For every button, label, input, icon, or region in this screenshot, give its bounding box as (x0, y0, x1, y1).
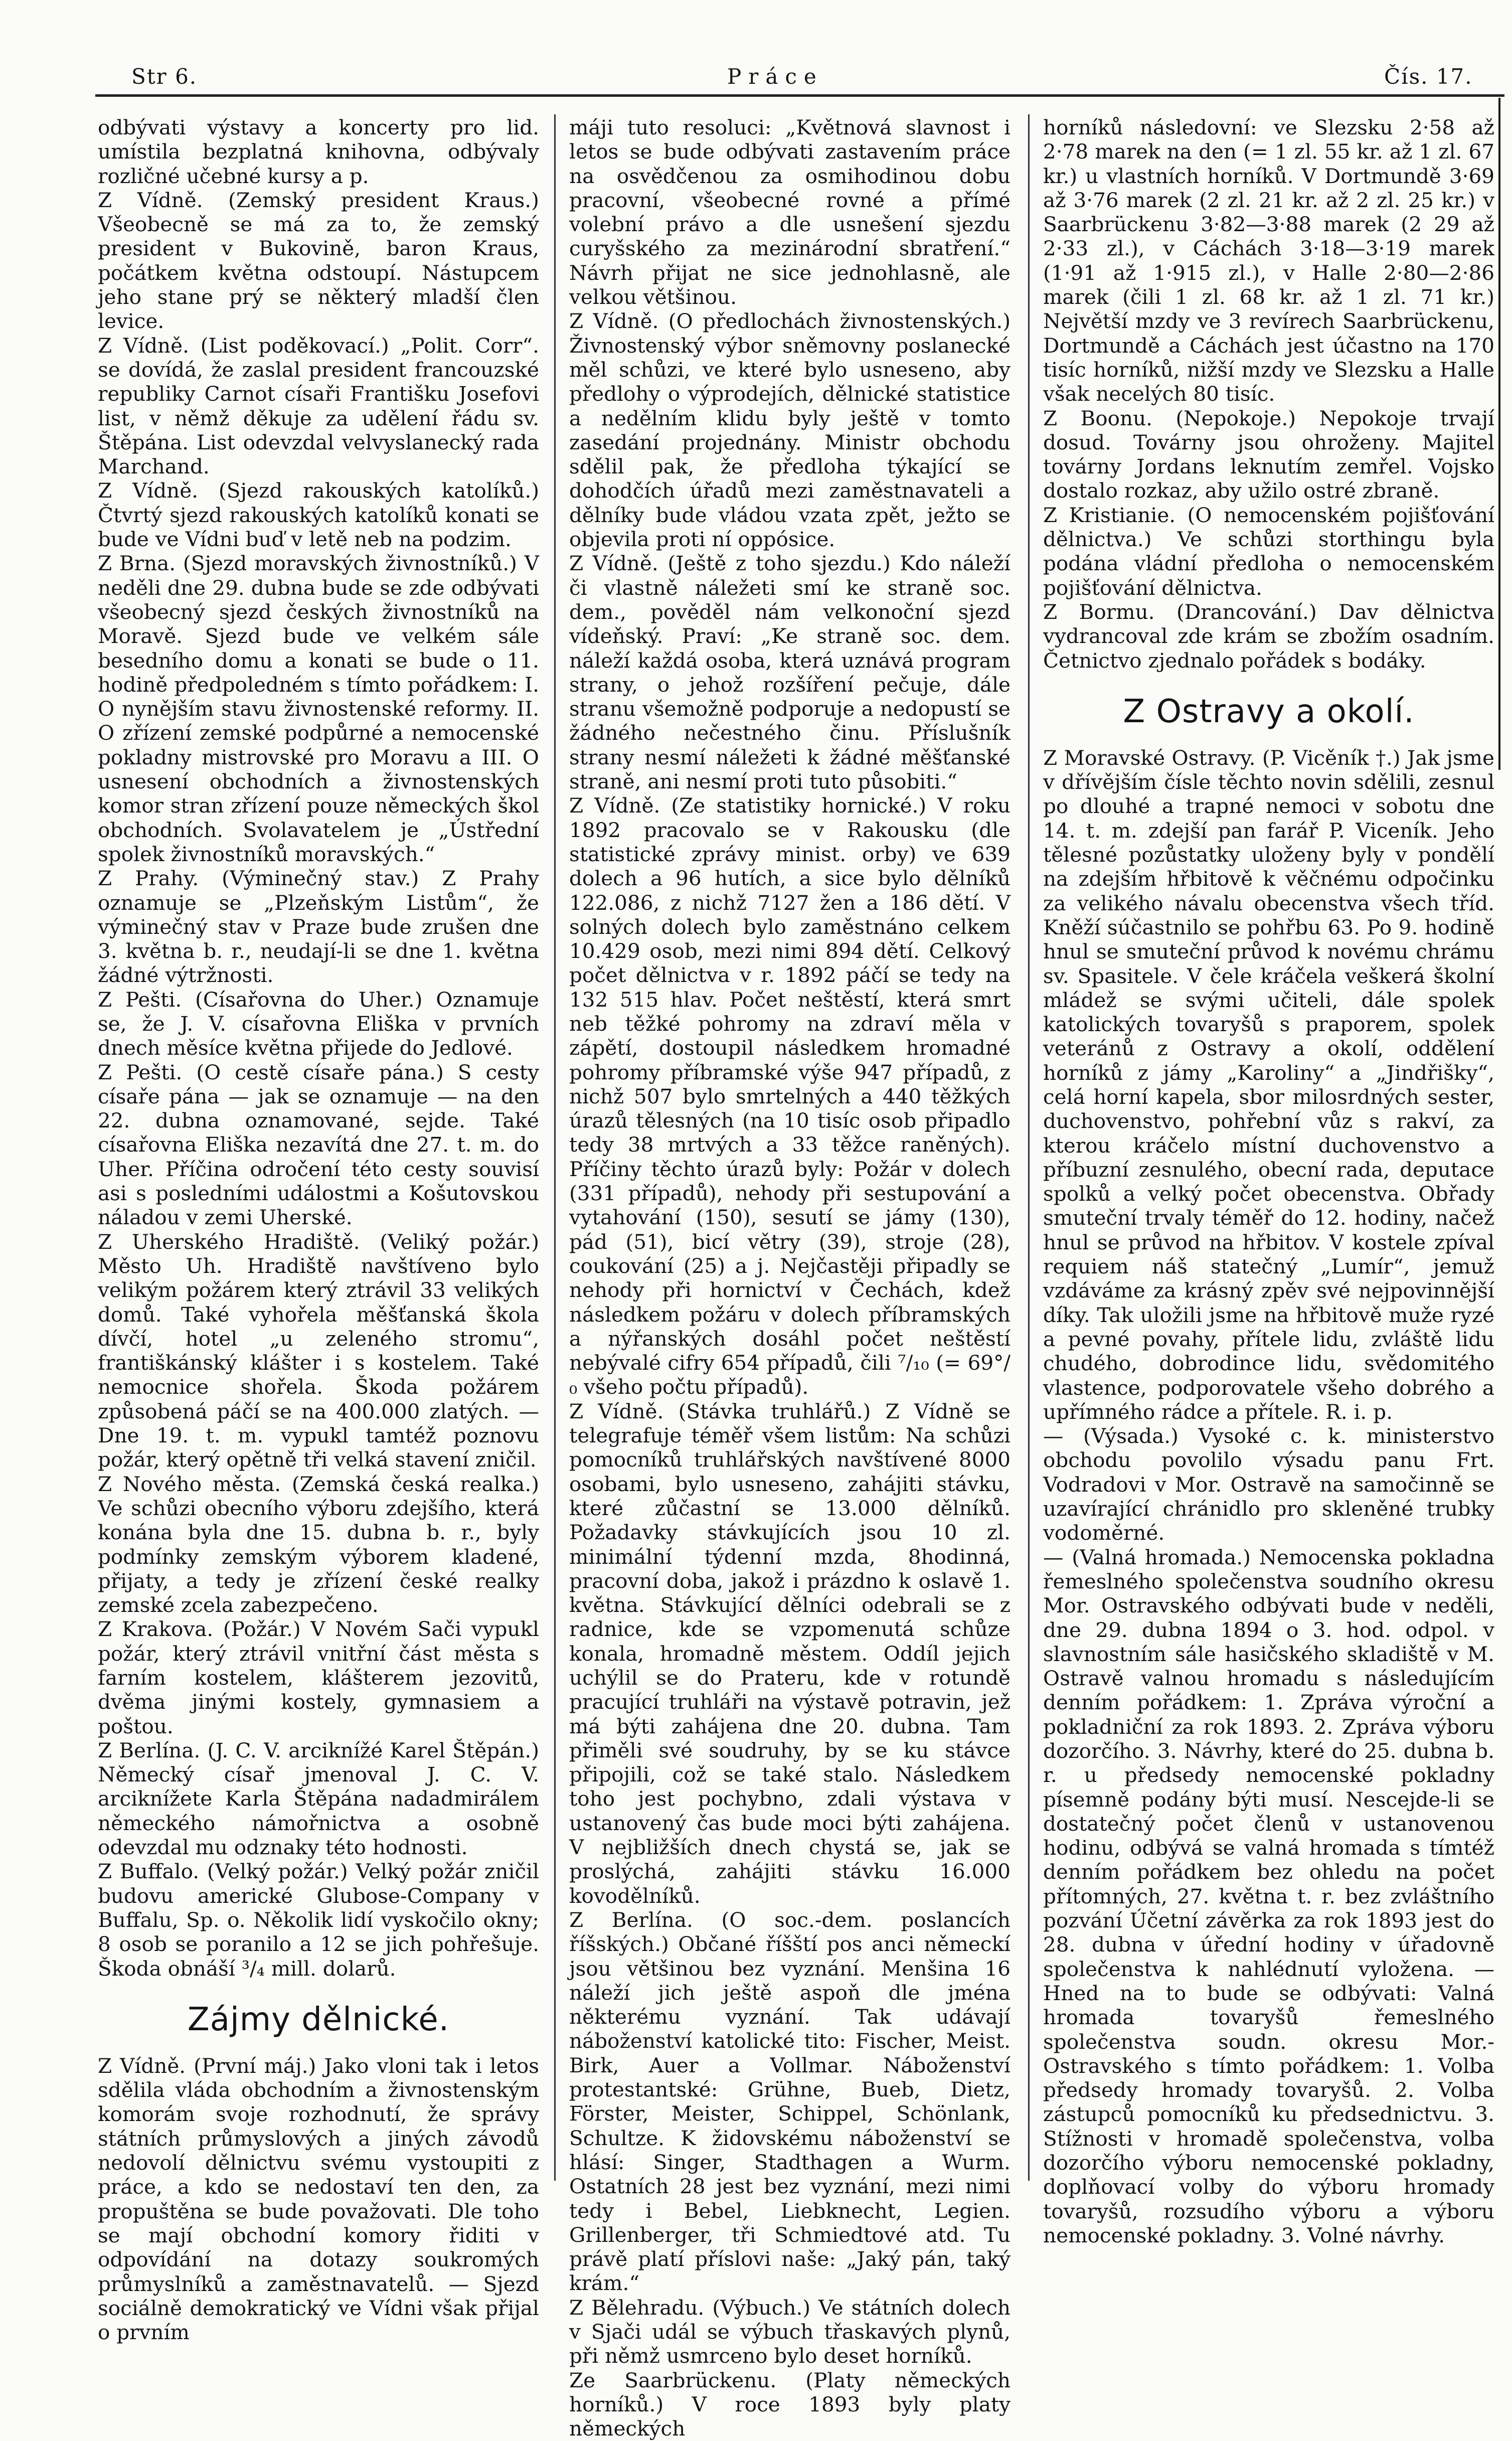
issue-number: Čís. 17. (1384, 64, 1473, 89)
article-paragraph: Ze Saarbrückenu. (Platy německých horníků.) V roce 1893 byly platy německých (569, 2368, 1011, 2441)
article-paragraph: Z Vídně. (Ze statistiky hornické.) V roku 1892 pracovalo se v Rakousku (dle statistické zprávy minist. orby) ve 639 dolech a 96 hutích, a sice bylo dělníků 122.086, z nichž 7127 žen a 186 dětí. V solných dolech bylo zaměstnáno celkem 10.429 osob, mezi nimi 894 dětí. Celkový počet dělnictva v r. 1892 páčí se tedy na 132 515 hlav. Počet neštěstí, která smrt neb těžké pohromy na zdraví měla v zápětí, dostoupil následkem hromadné pohromy příbramské výše 947 případů, z nichž 507 bylo smrtelných a 440 těžkých úrazů tělesných (na 10 tisíc osob připadlo tedy 38 mrtvých a 33 těžce raněných). Příčiny těchto úrazů byly: Požár v dolech (331 případů), nehody při sestupování a vytahování (150), sesutí se jámy (130), pád (51), bicí větry (39), stroje (28), coukování (25) a j. Nejčastěji připadly se nehody při hornictví v Čechách, kdež následkem požáru v dolech příbramských a nýřanských dosáhl počet neštěstí nebývalé cifry 654 případů, čili ⁷/₁₀ (= 69°/₀ všeho počtu případů). (569, 793, 1011, 1399)
article-paragraph: — (Valná hromada.) Nemocenska pokladna řemeslného společenstva soudního okresu Mor. Ostravského odbývati bude v neděli, dne 29. dubna 1894 o 3. hod. odpol. v slavnostním sále hasičského skladiště v M. Ostravě valnou hromadu s následujícím denním pořádkem: 1. Zpráva výroční a pokladniční za rok 1893. 2. Zpráva výboru dozorčího. 3. Návrhy, které do 25. dubna b. r. u předsedy nemocenské pokladny písemně podány býti musí. Nescejde-li se dostatečný počet členů v ustanovenou hodinu, odbývá se valná hromada s tímtéž denním pořádkem bez ohledu na počet přítomných, 27. května t. r. bez zvláštního pozvání Účetní závěrka za rok 1893 jest do 28. dubna v úřední hodiny v úřadovně společenstva k nahlédnutí vyložena. — Hned na to bude se odbývati: Valná hromada tovaryšů řemeslného společenstva soudn. okresu Mor.-Ostravského s tímto pořádkem: 1. Volba předsedy hromady tovaryšů. 2. Volba zástupců pomocníků ku předsednictvu. 3. Stížnosti v hromadě společenstva, volba dozorčího výboru nemocenské pokladny, doplňovací volby do výboru hromady tovaryšů, rozsudího výboru a výboru nemocenské pokladny. 3. Volné návrhy. (1043, 1545, 1494, 2247)
article-paragraph: Z Krakova. (Požár.) V Novém Sači vypukl požár, který ztrávil vnitřní část města s farním kostelem, klášterem jezovitů, dvěma jinými kostely, gymnasiem a poštou. (98, 1617, 539, 1738)
article-paragraph: Z Berlína. (O soc.-dem. poslancích říšských.) Občané říšští pos anci německí jsou většinou bez vyznání. Menšina 16 náleží jich ještě aspoň dle jména některému vyznání. Tak udávají náboženství katolické tito: Fischer, Meist. Birk, Auer a Vollmar. Náboženství protestantské: Grühne, Bueb, Dietz, Förster, Meister, Schippel, Schönlank, Schultze. K židovskému náboženství se hlásí: Singer, Stadthagen a Wurm. Ostatních 28 jest bez vyznání, mezi nimi tedy i Bebel, Liebknecht, Legien. Grillenberger, tři Schmiedtové atd. Tu právě platí příslovi naše: „Jaký pán, taký krám.“ (569, 1907, 1011, 2296)
masthead-title: Práce (727, 64, 823, 89)
article-paragraph: odbývati výstavy a koncerty pro lid. umístila bezplatná knihovna, odbývaly rozličné učebné kursy a p. (98, 115, 539, 188)
article-paragraph: — (Výsada.) Vysoké c. k. ministerstvo obchodu povolilo výsadu panu Frt. Vodradovi v Mor. Ostravě na samočinně se uzavírající chránidlo pro skleněné trubky vodoměrné. (1043, 1424, 1494, 1545)
article-paragraph: máji tuto resoluci: „Květnová slavnost i letos se bude odbývati zastavením práce na osvědčenou za osmihodinou dobu pracovní, všeobecné rovné a přímé volební právo a dle usnešení sjezdu curyšského za mezinárodní sbratření.“ Návrh přijat ne sice jednohlasně, ale velkou většinou. (569, 115, 1011, 309)
column-2 (569, 115, 1011, 2441)
article-paragraph: Z Nového města. (Zemská česká realka.) Ve schůzi obecního výboru zdejšího, která konána byla dne 15. dubna b. r., byly podmínky zemským výborem kladené, přijaty, a tedy je zřízení české realky zemské zcela zabezpečeno. (98, 1472, 539, 1617)
column-divider (1028, 114, 1030, 2181)
article-paragraph: Z Bělehradu. (Výbuch.) Ve státních dolech v Sjači udál se výbuch třaskavých plynů, při němž usmrceno bylo deset horníků. (569, 2295, 1011, 2368)
column-3 (1043, 115, 1494, 2247)
header-rule (95, 94, 1504, 97)
page-number: Str 6. (131, 64, 198, 89)
article-paragraph: Z Brna. (Sjezd moravských živnostníků.) V neděli dne 29. dubna bude se zde odbývati všeobecný sjezd českých živnostníků na Moravě. Sjezd bude ve velkém sále besedního domu a konati se bude o 11. hodině předpoledném s tímto pořádkem: I. O nynějším stavu živnostenské reformy. II. O zřízení zemské podpůrné a nemocenské pokladny mistrovské pro Moravu a III. O usnesení obchodních a živnostenských komor stran zřízení pouze německých škol obchodních. Svolavatelem je „Ústřední spolek živnostníků moravských.“ (98, 551, 539, 866)
article-paragraph: Z Vídně. (Zemský president Kraus.) Všeobecně se má za to, že zemský president v Bukovině, baron Kraus, počátkem května odstoupí. Nástupcem jeho stane prý se některý mladší člen levice. (98, 188, 539, 334)
article-paragraph: Z Boonu. (Nepokoje.) Nepokoje trvají dosud. Továrny jsou ohroženy. Majitel továrny Jordans leknutím zemřel. Vojsko dostalo rozkaz, aby užilo ostré zbraně. (1043, 406, 1494, 503)
section-heading: Z Ostravy a okolí. (1123, 693, 1415, 730)
article-paragraph: Z Vídně. (List poděkovací.) „Polit. Corr“. se dovídá, že zaslal president francouzské republiky Carnot císaři Františku Josefovi list, v němž děkuje za udělení řádu sv. Štěpána. List odevzdal velvyslanecký rada Marchand. (98, 333, 539, 479)
column-divider (554, 114, 556, 2181)
article-paragraph: horníků následovní: ve Slezsku 2·58 až 2·78 marek na den (= 1 zl. 55 kr. až 1 zl. 67 kr.) u vlastních horníků. V Dortmundě 3·69 až 3·76 marek (2 zl. 21 kr. až 2 zl. 25 kr.) v Saarbrückenu 3·82—3·88 marek (2 29 až 2·33 zl.), v Cáchách 3·18—3·19 marek (1·91 až 1·915 zl.), v Halle 2·80—2·86 marek (čili 1 zl. 68 kr. až 1 zl. 71 kr.) Největší mzdy ve 3 revírech Saarbrückenu, Dortmundě a Cáchách jest účastno na 170 tisíc horníků, nižší mzdy ve Slezsku a Halle však necelých 80 tisíc. (1043, 115, 1494, 406)
article-paragraph: Z Pešti. (O cestě císaře pána.) S cesty císaře pána — jak se oznamuje — na den 22. dubna oznamované, sejde. Také císařovna Eliška nezavítá dne 27. t. m. do Uher. Příčina odročení této cesty souvisí asi s posledními událostmi a Košutovskou náladou v zemi Uherské. (98, 1060, 539, 1230)
article-paragraph: Z Vídně. (Stávka truhlářů.) Z Vídně se telegrafuje téměř všem listům: Na schůzi pomocníků truhlářských navštívené 8000 osobami, bylo usneseno, zahájiti stávku, které zůčastní se 13.000 dělníků. Požadavky stávkujících jsou 10 zl. minimální týdenní mzda, 8hodinná, pracovní doba, jakož i prázdno k oslavě 1. května. Stávkující dělníci odebrali se z radnice, kde se vzpomenutá schůze konala, hromadně městem. Oddíl jejich uchýlil se do Prateru, kde v rotundě pracující truhláři na výstavě potravin, jež má býti zahájena dne 20. dubna. Tam přiměli své soudruhy, by se ku stávce připojili, což se také stalo. Následkem toho jest pochybno, zdali výstava v ustanovený čas bude moci býti zahájena. V nejbližších dnech chystá se, jak se proslýchá, zahájiti stávku 16.000 kovodělníků. (569, 1399, 1011, 1908)
article-paragraph: Z Bormu. (Drancování.) Dav dělnictva vydrancoval zde krám se zbožím osadním. Četnictvo zjednalo pořádek s bodáky. (1043, 599, 1494, 673)
article-paragraph: Z Vídně. (První máj.) Jako vloni tak i letos sdělila vláda obchodním a živnostenským komorám svoje rozhodnutí, že správy státních průmyslových a jiných závodů nedovolí dělnictvu svému vystoupiti z práce, a kdo se nedostaví ten den, za propuštěna se bude považovati. Dle toho se mají obchodní komory řiditi v odpovídání na dotazy soukromých průmyslníků a zaměstnavatelů. — Sjezd sociálně demokratický ve Vídni však přijal o prvním (98, 2053, 539, 2345)
article-paragraph: Z Vídně. (Sjezd rakouských katolíků.) Čtvrtý sjezd rakouských katolíků konati se bude ve Vídni buď v letě neb na podzim. (98, 478, 539, 552)
article-paragraph: Z Prahy. (Výminečný stav.) Z Prahy oznamuje se „Plzeňským Listům“, že výminečný stav v Praze bude zrušen dne 3. května b. r., neudají-li se dne 1. května žádné výtržnosti. (98, 866, 539, 988)
article-paragraph: Z Kristianie. (O nemocenském pojišťování dělnictva.) Ve schůzi storthingu byla podána vládní předloha o nemocenském pojišťování dělnictva. (1043, 503, 1494, 600)
column-1 (98, 115, 539, 2344)
page-edge-rule (1498, 98, 1500, 770)
article-paragraph: Z Vídně. (O předlochách živnostenských.) Živnostenský výbor sněmovny poslanecké měl schůzi, ve které bylo usneseno, aby předlohy o výprodejích, dělnické statistice a nedělním klidu byly ještě v tomto zasedání projednány. Ministr obchodu sdělil pak, že předloha týkající se dohodčích úřadů mezi zaměstnavateli a dělníky bude vládou vzata zpět, ježto se objevila proti ní oppósice. (569, 309, 1011, 552)
article-paragraph: Z Uherského Hradiště. (Veliký požár.) Město Uh. Hradiště navštíveno bylo velikým požárem který ztrávil 33 velikých domů. Také vyhořela měšťanská škola dívčí, hotel „u zeleného stromu“, františkánský klášter i s kostelem. Také nemocnice shořela. Škoda požárem způsobená páčí se na 400.000 zlatých. — Dne 19. t. m. vypukl tamtéž poznovu požár, který opětně tři velká stavení zničil. (98, 1229, 539, 1472)
article-paragraph: Z Buffalo. (Velký požár.) Velký požár zničil budovu americké Glubose-Company v Buffalu, Sp. o. Několik lidí vyskočilo okny; 8 osob se poranilo a 12 se jich pohřešuje. Škoda obnáší ³/₄ mill. dolarů. (98, 1859, 539, 1981)
article-paragraph: Z Moravské Ostravy. (P. Vicěník †.) Jak jsme v dřívějším čísle těchto novin sdělili, zesnul po dlouhé a trapné nemoci v sobotu dne 14. t. m. zdejší pan farář P. Viceník. Jeho tělesné pozůstatky uloženy byly v pondělí na zdejším hřbitově k věčnému odpočinku za velikého návalu obecenstva všech tříd. Kněží súčastnilo se pohřbu 63. Po 9. hodině hnul se smuteční průvod k novému chrámu sv. Spasitele. V čele kráčela veškerá školní mládež se svými učiteli, dále spolek katolických tovaryšů s praporem, spolek veteránů z Ostravy a okolí, oddělení horníků z jámy „Karoliny“ a „Jindřišky“, celá horní kapela, sbor milosrdných sester, duchovenstvo, pohřební vůz s rakví, za kterou kráčelo místní duchovenstvo a příbuzní zesnulého, obecní rada, deputace spolků a velký počet obecenstva. Obřady smuteční trvaly téměř do 12. hodiny, načež hnul se průvod na hřbitov. V kostele zpíval requiem náš statečný „Lumír“, jemuž vzdáváme za krásný zpěv své nejpovinnější díky. Tak uložili jsme na hřbitově muže ryzé a pevné povahy, přítele lidu, zvláště lidu chudého, dobrodince lidu, svědomitého vlastence, podporovatele všeho dobrého a upřímného rádce a přítele. R. i. p. (1043, 745, 1494, 1424)
article-paragraph: Z Vídně. (Ještě z toho sjezdu.) Kdo náleží či vlastně náležeti smí ke straně soc. dem., pověděl nám velkonoční sjezd vídeňský. Praví: „Ke straně soc. dem. náleží každá osoba, která uznává program strany, o jehož rozšíření pečuje, dále stranu všemožně podporuje a nedopustí se žádného nečestného činu. Příslušník strany nesmí náležeti k žádné měšťanské straně, ani nesmí proti tuto působiti.“ (569, 551, 1011, 794)
section-heading: Zájmy dělnické. (187, 2001, 450, 2038)
article-paragraph: Z Berlína. (J. C. V. arciknížé Karel Štěpán.) Německý císař jmenoval J. C. V. arciknížete Karla Štěpána nadadmirálem německého námořnictva a osobně odevzdal mu odznaky této hodnosti. (98, 1738, 539, 1860)
article-paragraph: Z Pešti. (Císařovna do Uher.) Oznamuje se, že J. V. císařovna Eliška v prvních dnech měsíce května přijede do Jedlové. (98, 987, 539, 1060)
